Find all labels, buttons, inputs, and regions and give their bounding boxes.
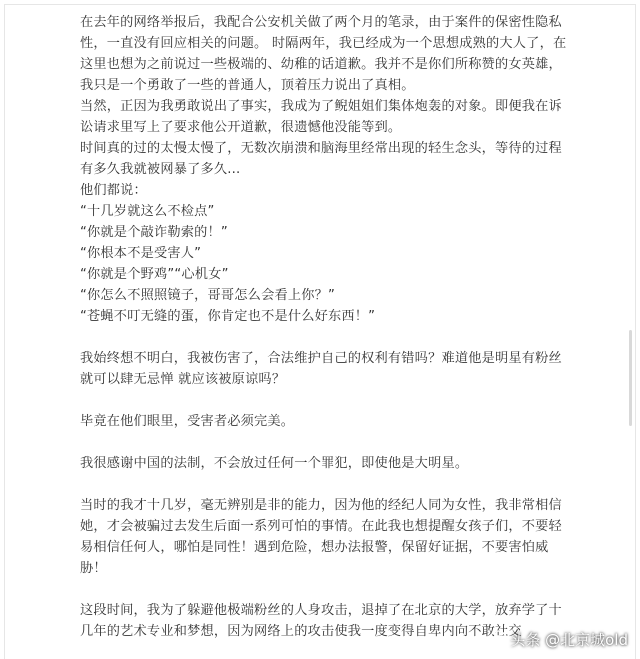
watermark-text: 头条 @北京城old — [510, 630, 628, 649]
quote-6: “苍蝇不叮无缝的蛋，你肯定也不是什么好东西！” — [80, 309, 376, 324]
quote-3: “你根本不是受害人” — [80, 246, 202, 261]
paragraph-university: 这段时间，我为了躲避他极端粉丝的人身攻击，退掉了在北京的大学，放弃学了十几年的艺术专业和梦想，因为网络上的攻击使我一度变得自卑内向不敢社交 — [80, 603, 562, 639]
paragraph-intro: 在去年的网络举报后，我配合公安机关做了两个月的笔录，由于案件的保密性隐私性，一直没有回应相关的问题。 时隔两年，我已经成为一个思想成熟的大人了，在这里也想为之前说过一些极端的、幼稚的话道歉。我并不是你们所称赞的女英雄，我只是一个勇敢了一些的普通人，顶着压力说出了真相。 — [80, 15, 567, 93]
spacer — [80, 432, 570, 453]
paragraph-attacked: 当然，正因为我勇敢说出了事实，我成为了鲵姐姐们集体炮轰的对象。即便我在诉讼请求里写上了要求他公开道歉，很遗憾他没能等到。 — [80, 99, 562, 135]
paragraph-warning: 当时的我才十几岁，毫无辨别是非的能力，因为他的经纪人同为女性，我非常相信她，才会被骗过去发生后面一系列可怕的事情。在此我也想提醒女孩子们，不要轻易相信任何人，哪怕是同性！遇到危险，想办法报警，保留好证据，不要害怕威胁！ — [80, 498, 562, 576]
paragraph-time: 时间真的过的太慢太慢了，无数次崩溃和脑海里经常出现的轻生念头，等待的过程有多久我就被网暴了多久... — [80, 141, 562, 177]
quote-5: “你怎么不照照镜子，哥哥怎么会看上你？” — [80, 288, 336, 303]
spacer — [80, 474, 570, 495]
article-body — [80, 12, 570, 642]
spacer — [80, 579, 570, 600]
scrollbar-thumb[interactable] — [629, 330, 632, 426]
paragraph-question: 我始终想不明白，我被伤害了，合法维护自己的权利有错吗？难道他是明星有粉丝就可以肆无忌惮 就应该被原谅吗？ — [80, 351, 562, 387]
paragraph-law: 我很感谢中国的法制，不会放过任何一个罪犯，即使他是大明星。 — [80, 456, 469, 471]
quote-4: “你就是个野鸡”“心机女” — [80, 267, 229, 282]
watermark — [489, 629, 628, 649]
spacer — [80, 327, 570, 348]
spacer — [80, 390, 570, 411]
quote-2: “你就是个敲诈勒索的！” — [80, 225, 228, 240]
toutiao-logo-icon — [489, 630, 507, 648]
paragraph-perfect-victim: 毕竟在他们眼里，受害者必须完美。 — [80, 414, 295, 429]
quote-1: “十几岁就这么不检点” — [80, 204, 215, 219]
paragraph-they-said: 他们都说： — [80, 183, 147, 198]
